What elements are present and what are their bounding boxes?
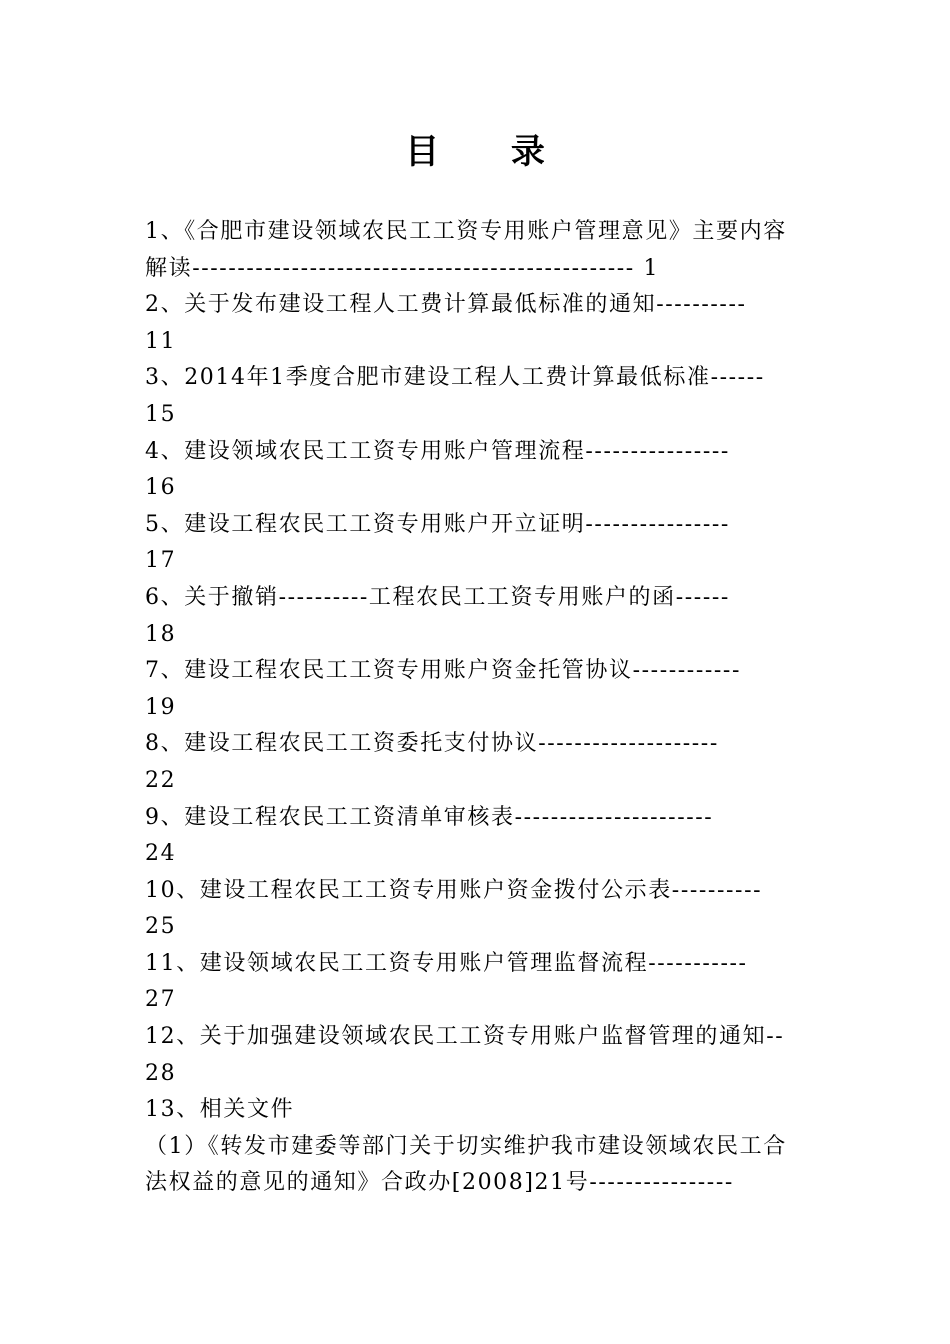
toc-line-10: 17 (145, 548, 177, 574)
toc-line-18: 24 (145, 841, 177, 867)
toc-line-26: （1）《转发市建委等部门关于切实维护我市建设领域农民工合 (145, 1133, 787, 1159)
toc-line-4: 11 (145, 328, 177, 354)
toc-line-16: 22 (145, 767, 177, 793)
toc-line-3: 2、关于发布建设工程人工费计算最低标准的通知---------- (145, 292, 747, 318)
toc-line-8: 16 (145, 475, 177, 501)
toc-line-19: 10、建设工程农民工工资专用账户资金拨付公示表---------- (145, 877, 763, 903)
toc-line-11: 6、关于撤销----------工程农民工工资专用账户的函------ (145, 584, 730, 610)
table-of-contents (145, 214, 807, 1202)
toc-line-21: 11、建设领域农民工工资专用账户管理监督流程----------- (145, 950, 748, 976)
page-title: 目 录 (405, 132, 575, 172)
toc-line-24: 28 (145, 1060, 177, 1086)
toc-line-1: 1、《合肥市建设领域农民工工资专用账户管理意见》主要内容 (145, 219, 787, 244)
toc-line-25: 13、相关文件 (145, 1097, 295, 1123)
toc-line-9: 5、建设工程农民工工资专用账户开立证明---------------- (145, 511, 730, 537)
toc-line-17: 9、建设工程农民工工资清单审核表---------------------- (145, 804, 714, 830)
toc-line-22: 27 (145, 987, 177, 1013)
toc-line-12: 18 (145, 621, 177, 647)
toc-line-14: 19 (145, 694, 177, 720)
toc-line-27: 法权益的意见的通知》合政办[2008]21号---------------- (145, 1170, 734, 1196)
toc-line-5: 3、2014年1季度合肥市建设工程人工费计算最低标准------ (145, 365, 765, 391)
toc-line-7: 4、建设领域农民工工资专用账户管理流程---------------- (145, 438, 730, 464)
toc-line-6: 15 (145, 401, 177, 427)
toc-line-23: 12、关于加强建设领域农民工工资专用账户监督管理的通知-- (145, 1024, 785, 1050)
toc-line-20: 25 (145, 914, 177, 940)
toc-line-2: 解读------------------------------------------------- 1 (145, 255, 660, 281)
toc-line-15: 8、建设工程农民工工资委托支付协议-------------------- (145, 731, 719, 757)
toc-line-13: 7、建设工程农民工工资专用账户资金托管协议------------ (145, 658, 742, 684)
